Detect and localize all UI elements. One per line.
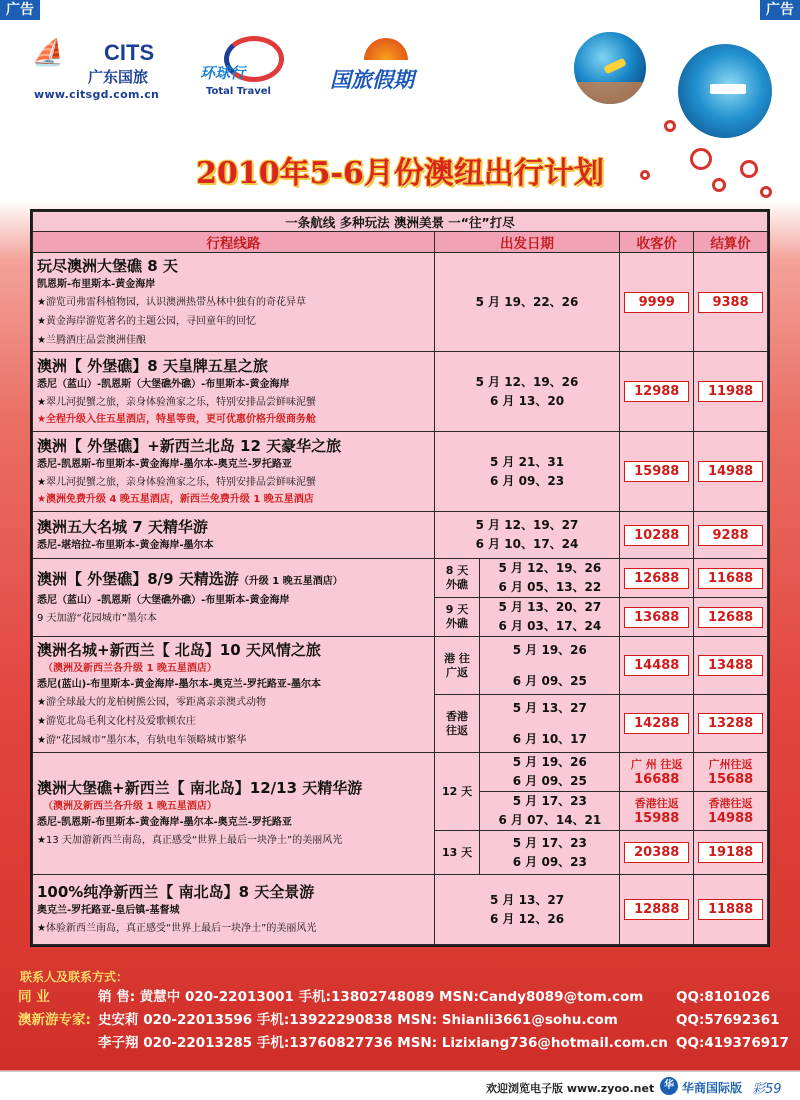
retail-price: 14288	[620, 695, 694, 753]
route-cell	[33, 253, 435, 352]
route-cell	[33, 432, 435, 512]
cits-logo	[30, 34, 180, 104]
footer-brand: 华商国际版	[682, 1081, 743, 1095]
route-highlight: ★游全球最大的龙柏树熊公园，零距离亲亲澳式动物	[37, 697, 266, 708]
contact-line	[18, 986, 798, 1009]
departure-dates: 5 月 17、23 6 月 07、14、21	[480, 792, 620, 831]
route-highlight: ★体验新西兰南岛，真正感受“世界上最后一块净土”的美丽风光	[37, 923, 317, 934]
contact-details: 销 售: 黄慧中 020-22013001 手机:13802748089 MSN:Candy8089@tom.com	[98, 989, 644, 1005]
route-upgrade-note: （澳洲及新西兰各升级 1 晚五星酒店）	[43, 801, 217, 812]
table-row	[33, 352, 768, 432]
total-travel-en: Total Travel	[206, 86, 271, 97]
route-cell	[33, 753, 435, 875]
route-stops: 悉尼（蓝山）-凯恩斯（大堡礁外礁）-布里斯本-黄金海岸	[37, 594, 290, 606]
contact-details: 李子翔 020-22013285 手机:13760827736 MSN: Lizixiang736@hotmail.com.cn	[98, 1035, 668, 1051]
duration-label: 8 天 外礁	[434, 559, 480, 598]
route-cell	[33, 875, 435, 945]
contact-label: 同 业	[18, 989, 50, 1005]
departure-dates: 5 月 21、31 6 月 09、23	[434, 432, 620, 512]
route-upgrade-note: ★全程升级入住五星酒店，特星等贵，更可优惠价格升级商务舱	[37, 414, 316, 425]
cits-mark-icon: ⛵	[32, 38, 65, 68]
route-stops: 凯恩斯-布里斯本-黄金海岸	[37, 278, 156, 290]
route-cell	[33, 559, 435, 637]
departure-dates: 5 月 13、27 6 月 10、17	[480, 695, 620, 753]
departure-dates: 5 月 13、27 6 月 12、26	[434, 875, 620, 945]
contact-title: 联系人及联系方式：	[20, 970, 129, 984]
publisher-logo-icon: 华	[660, 1077, 678, 1095]
settle-price: 11988	[694, 352, 768, 432]
settle-price: 香港往返 14988	[694, 792, 768, 831]
route-name: 澳洲五大名城 7 天精华游	[37, 518, 208, 536]
departure-dates: 5 月 12、19、26 6 月 05、13、22	[480, 559, 620, 598]
settle-price: 12688	[694, 598, 768, 637]
decor-bubble	[664, 120, 676, 132]
route-name: 玩尽澳洲大堡礁 8 天	[37, 256, 178, 275]
route-highlight: ★兰腾酒庄品尝澳洲佳酿	[37, 334, 146, 346]
departure-dates: 5 月 12、19、27 6 月 10、17、24	[434, 512, 620, 559]
departure-dates: 5 月 12、19、26 6 月 13、20	[434, 352, 620, 432]
total-travel-cn: 环球行	[200, 64, 246, 82]
contact-qq: QQ:8101026	[676, 989, 771, 1005]
contact-details: 史安莉 020-22013596 手机:13922290838 MSN: Shianli3661@sohu.com	[98, 1012, 618, 1028]
logo-bar	[30, 34, 450, 114]
route-highlight: 9 天加游“花园城市”墨尔本	[37, 612, 157, 624]
retail-price: 15988	[620, 432, 694, 512]
settle-price: 9388	[694, 253, 768, 352]
route-stops: 悉尼(蓝山)-布里斯本-黄金海岸-墨尔本-奥克兰-罗托路亚-墨尔本	[37, 679, 322, 690]
route-cell	[33, 512, 435, 559]
departure-dates: 5 月 17、23 6 月 09、23	[480, 831, 620, 875]
table-row	[33, 253, 768, 352]
contact-line	[18, 1032, 798, 1055]
route-name: 澳洲【 外堡礁】+新西兰北岛 12 天豪华之旅	[37, 437, 342, 455]
cits-url: www.citsgd.com.cn	[34, 88, 160, 101]
contact-section	[18, 968, 798, 1055]
cits-logo-en: CITS	[104, 40, 155, 65]
departure-dates: 5 月 13、20、27 6 月 03、17、24	[480, 598, 620, 637]
route-highlight: ★13 天加游新西兰南岛，真正感受“世界上最后一块净土”的美丽风光	[37, 835, 343, 846]
table-row	[33, 559, 768, 598]
header-retail: 收客价	[620, 232, 694, 253]
route-highlight: ★游览北岛毛利文化村及爱歌顿农庄	[37, 716, 196, 727]
route-upgrade-note: （澳洲及新西兰各升级 1 晚五星酒店）	[43, 663, 217, 674]
route-stops: 悉尼（蓝山）-凯恩斯（大堡礁外礁）-布里斯本-黄金海岸	[37, 379, 290, 390]
retail-price: 13688	[620, 598, 694, 637]
boat-photo	[676, 42, 774, 140]
cits-logo-cn: 广东国旅	[88, 68, 149, 86]
retail-price: 12888	[620, 875, 694, 945]
departure-point-label: 香港 往返	[434, 695, 480, 753]
contact-label: 澳新游专家:	[18, 1012, 91, 1028]
duration-label: 13 天	[434, 831, 480, 875]
departure-point-label: 港 往 广返	[434, 637, 480, 695]
route-highlight: ★游“花园城市”墨尔本，有轨电车领略城市繁华	[37, 735, 247, 746]
retail-price: 10288	[620, 512, 694, 559]
route-highlight: ★翠儿河捉蟹之旅，亲身体验渔家之乐，特别安排品尝鲜味泥蟹	[37, 477, 316, 488]
table-row	[33, 432, 768, 512]
route-name: 100%纯净新西兰【 南北岛】8 天全景游	[37, 883, 315, 901]
retail-price: 12988	[620, 352, 694, 432]
total-travel-logo	[200, 34, 320, 104]
table-row	[33, 512, 768, 559]
itinerary-table	[30, 209, 770, 947]
contact-qq: QQ:57692361	[676, 1012, 780, 1028]
header-settle: 结算价	[694, 232, 768, 253]
departure-dates: 5 月 19、22、26	[434, 253, 620, 352]
retail-price: 9999	[620, 253, 694, 352]
contact-qq: QQ:419376917	[676, 1035, 789, 1051]
route-cell	[33, 637, 435, 753]
header-route: 行程线路	[33, 232, 435, 253]
departure-dates: 5 月 19、26 6 月 09、25	[480, 753, 620, 792]
route-cell	[33, 352, 435, 432]
route-highlight: ★黄金海岸游览著名的主题公园，寻回童年的回忆	[37, 315, 256, 327]
route-upgrade-note: ★澳洲免费升级 4 晚五星酒店，新西兰免费升级 1 晚五星酒店	[37, 494, 314, 505]
route-name: 澳洲【 外堡礁】8/9 天精选游（升级 1 晚五星酒店）	[37, 569, 343, 588]
footer-bar	[0, 1071, 800, 1100]
settle-price: 广州往返 15688	[694, 753, 768, 792]
retail-price: 20388	[620, 831, 694, 875]
diving-photo	[572, 30, 648, 106]
duration-label: 12 天	[434, 753, 480, 831]
settle-price: 9288	[694, 512, 768, 559]
route-stops: 悉尼-凯恩斯-布里斯本-黄金海岸-墨尔本-奥克兰-罗托路亚	[37, 459, 292, 470]
page-title: 2010年5-6月份澳纽出行计划	[196, 156, 604, 191]
retail-price: 广 州 往返 16688	[620, 753, 694, 792]
route-highlight: ★翠儿河捉蟹之旅，亲身体验渔家之乐，特别安排品尝鲜味泥蟹	[37, 397, 316, 408]
settle-price: 19188	[694, 831, 768, 875]
table-row	[33, 637, 768, 695]
page-number: 彩59	[752, 1082, 782, 1097]
duration-label: 9 天 外礁	[434, 598, 480, 637]
route-highlight: ★游览司弗雷科植物园，认识澳洲热带丛林中独有的奇花异草	[37, 296, 306, 308]
settle-price: 13488	[694, 637, 768, 695]
sun-icon	[364, 38, 408, 60]
retail-price: 14488	[620, 637, 694, 695]
table-row	[33, 875, 768, 945]
departure-dates: 5 月 19、26 6 月 09、25	[480, 637, 620, 695]
retail-price: 12688	[620, 559, 694, 598]
retail-price: 香港往返 15988	[620, 792, 694, 831]
footer-url-text: 欢迎浏览电子版 www.zyoo.net	[486, 1082, 655, 1095]
ad-tag-right: 广告	[760, 0, 800, 20]
route-name: 澳洲名城+新西兰【 北岛】10 天风情之旅	[37, 641, 321, 659]
header-date: 出发日期	[434, 232, 620, 253]
route-stops: 悉尼-堪培拉-布里斯本-黄金海岸-墨尔本	[37, 540, 214, 551]
route-name: 澳洲【 外堡礁】8 天皇牌五星之旅	[37, 357, 268, 375]
settle-price: 14988	[694, 432, 768, 512]
guolv-holiday-logo	[330, 34, 450, 104]
table-slogan: 一条航线 多种玩法 澳洲美景 一“往”打尽	[33, 212, 768, 232]
settle-price: 11888	[694, 875, 768, 945]
table-row	[33, 753, 768, 792]
route-stops: 悉尼-凯恩斯-布里斯本-黄金海岸-墨尔本-奥克兰-罗托路亚	[37, 817, 292, 828]
contact-line	[18, 1009, 798, 1032]
settle-price: 13288	[694, 695, 768, 753]
route-stops: 奥克兰-罗托路亚-皇后镇-基督城	[37, 905, 180, 916]
route-name: 澳洲大堡礁+新西兰【 南北岛】12/13 天精华游	[37, 779, 363, 797]
guolv-holiday-cn: 国旅假期	[330, 68, 414, 92]
settle-price: 11688	[694, 559, 768, 598]
ad-tag-left: 广告	[0, 0, 40, 20]
